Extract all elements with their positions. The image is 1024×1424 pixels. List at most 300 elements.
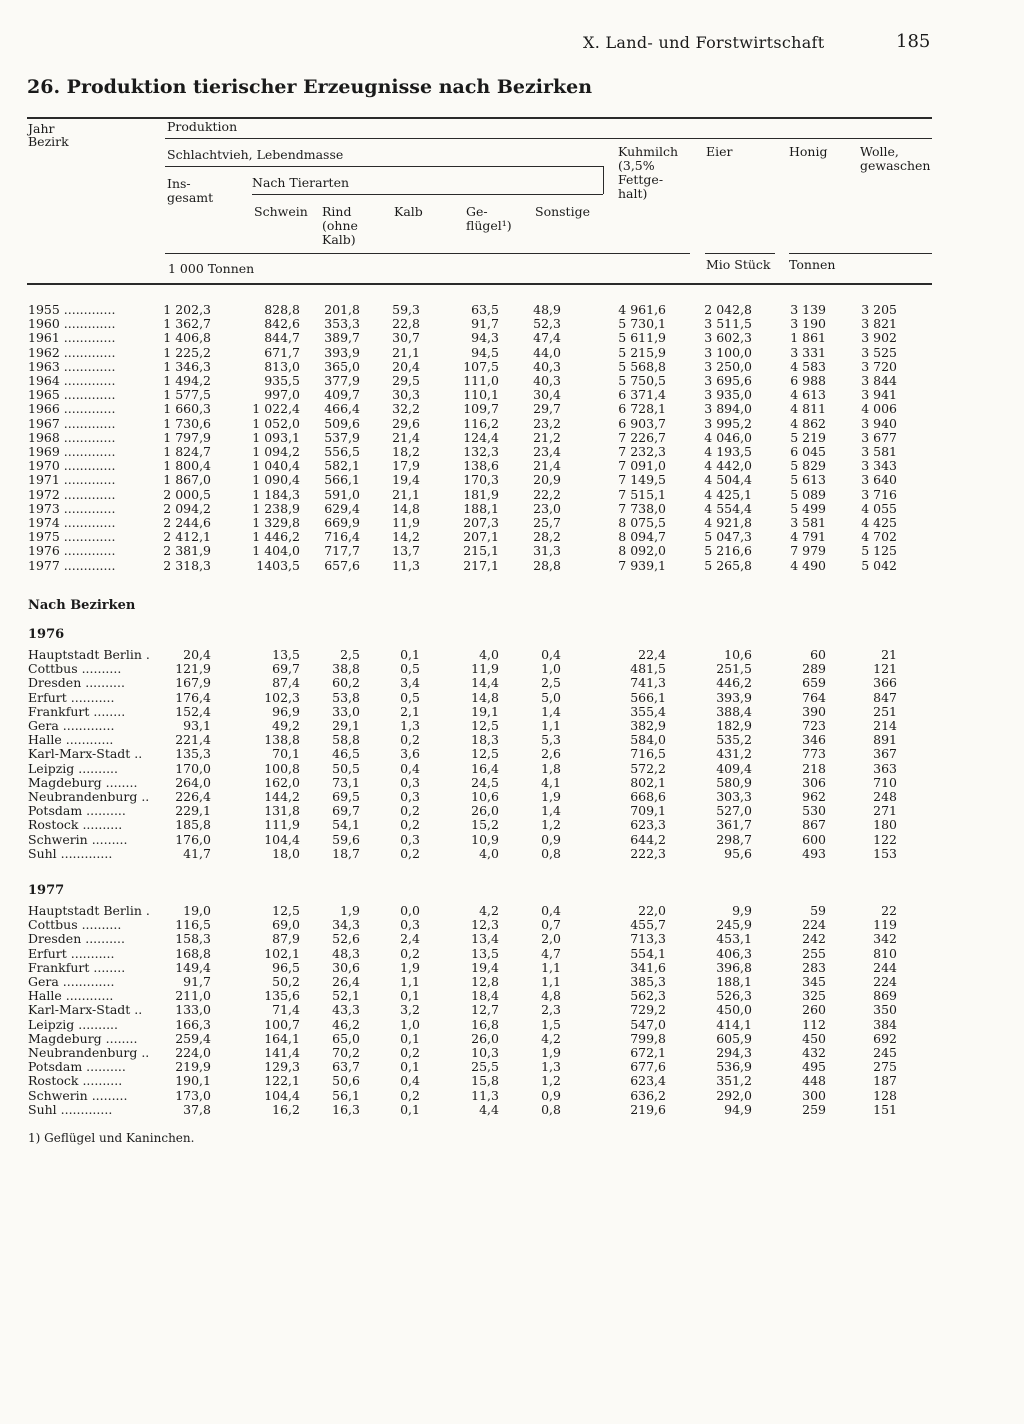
cell-kuhmilch: 5 611,9	[618, 330, 666, 346]
cell-eier: 3 695,6	[704, 373, 752, 388]
row-label: Magdeburg ........	[28, 775, 138, 790]
cell-wolle: 22	[881, 903, 897, 918]
cell-schwein: 1 446,2	[252, 529, 300, 545]
cell-wolle: 153	[873, 845, 897, 861]
header-kuhmilch-1: Kuhmilch	[618, 144, 679, 159]
cell-wolle: 128	[873, 1087, 897, 1103]
row-label: Halle ............	[28, 989, 114, 1004]
cell-wolle: 271	[873, 803, 897, 819]
cell-rind: 59,6	[332, 831, 360, 847]
cell-sonstige: 21,2	[533, 429, 561, 445]
cell-sonstige: 1,9	[541, 789, 561, 804]
cell-rind: 30,6	[332, 959, 360, 975]
cell-kalb: 30,3	[392, 387, 420, 403]
row-label: 1968 .............	[28, 430, 116, 445]
table-row	[0, 331, 1024, 345]
cell-sonstige: 2,6	[541, 746, 561, 762]
cell-schwein: 138,8	[264, 732, 300, 748]
row-label: Gera .............	[28, 975, 115, 989]
cell-rind: 50,6	[332, 1073, 360, 1089]
cell-schwein: 131,8	[264, 803, 300, 819]
row-label: 1955 .............	[28, 303, 116, 317]
row-label: 1976 .............	[28, 544, 116, 559]
cell-schwein: 50,2	[272, 974, 300, 989]
cell-gefluegel: 10,6	[471, 789, 499, 804]
cell-schwein: 69,7	[272, 661, 300, 677]
cell-wolle: 869	[873, 988, 897, 1004]
cell-insgesamt: 1 824,7	[163, 444, 211, 459]
cell-gefluegel: 26,0	[471, 803, 499, 819]
cell-gefluegel: 10,3	[471, 1045, 499, 1060]
row-label: 1963 .............	[28, 359, 116, 374]
cell-insgesamt: 1 362,7	[163, 316, 211, 332]
cell-gefluegel: 124,4	[463, 429, 499, 445]
cell-kalb: 11,9	[392, 515, 420, 530]
cell-sonstige: 48,9	[533, 302, 561, 317]
cell-wolle: 4 006	[861, 401, 897, 417]
cell-insgesamt: 1 577,5	[163, 387, 211, 403]
cell-kuhmilch: 7 515,1	[618, 486, 666, 502]
cell-kalb: 1,3	[400, 718, 420, 733]
cell-sonstige: 1,0	[541, 661, 561, 677]
cell-wolle: 245	[873, 1045, 897, 1060]
cell-eier: 4 425,1	[704, 486, 752, 502]
row-label: 1973 .............	[28, 501, 116, 516]
cell-schwein: 96,9	[272, 703, 300, 719]
cell-honig: 5 089	[790, 486, 826, 502]
cell-kuhmilch: 5 215,9	[618, 344, 666, 360]
cell-kalb: 0,3	[400, 789, 420, 804]
cell-kuhmilch: 4 961,6	[618, 302, 666, 317]
cell-rind: 69,7	[332, 803, 360, 819]
cell-wolle: 4 702	[861, 529, 897, 545]
cell-honig: 493	[802, 845, 826, 861]
cell-wolle: 121	[873, 661, 897, 677]
header-unit-tonnen2: Tonnen	[789, 257, 836, 272]
table-row	[0, 317, 1024, 331]
schlachtvieh-rule	[165, 166, 603, 167]
table-row	[0, 417, 1024, 431]
cell-kuhmilch: 7 149,5	[618, 472, 666, 488]
cell-honig: 6 988	[790, 373, 826, 388]
cell-schwein: 102,1	[264, 945, 300, 961]
cell-insgesamt: 135,3	[175, 746, 211, 762]
cell-insgesamt: 37,8	[183, 1101, 211, 1117]
cell-honig: 723	[802, 718, 826, 733]
cell-honig: 306	[802, 774, 826, 790]
cell-kalb: 11,3	[392, 557, 420, 573]
cell-honig: 325	[802, 988, 826, 1004]
cell-honig: 659	[802, 675, 826, 691]
cell-schwein: 13,5	[272, 647, 300, 662]
cell-wolle: 810	[873, 945, 897, 961]
cell-sonstige: 0,4	[541, 647, 561, 662]
cell-rind: 73,1	[332, 774, 360, 790]
cell-honig: 3 139	[790, 302, 826, 317]
cell-rind: 717,7	[324, 543, 360, 559]
row-label: Frankfurt ........	[28, 960, 126, 975]
cell-honig: 289	[802, 661, 826, 677]
cell-sonstige: 1,1	[541, 974, 561, 989]
cell-gefluegel: 12,5	[471, 746, 499, 762]
cell-kuhmilch: 572,2	[630, 760, 666, 776]
table-row	[0, 1032, 1024, 1046]
cell-honig: 300	[802, 1087, 826, 1103]
cell-honig: 224	[802, 917, 826, 933]
cell-kuhmilch: 8 094,7	[618, 529, 666, 545]
cell-kuhmilch: 729,2	[630, 1002, 666, 1018]
cell-kalb: 18,2	[392, 444, 420, 459]
cell-gefluegel: 12,3	[471, 917, 499, 933]
cell-honig: 5 499	[790, 500, 826, 516]
cell-kalb: 3,2	[400, 1002, 420, 1018]
cell-honig: 259	[802, 1101, 826, 1117]
cell-sonstige: 20,9	[533, 472, 561, 488]
cell-schwein: 144,2	[264, 789, 300, 804]
cell-wolle: 251	[873, 703, 897, 719]
cell-honig: 432	[802, 1045, 826, 1060]
cell-kalb: 59,3	[392, 302, 420, 317]
cell-wolle: 3 902	[861, 330, 897, 346]
cell-schwein: 935,5	[264, 373, 300, 388]
cell-insgesamt: 166,3	[175, 1016, 211, 1032]
cell-schwein: 129,3	[264, 1059, 300, 1075]
cell-sonstige: 2,3	[541, 1002, 561, 1018]
table-row	[0, 1003, 1024, 1017]
cell-kalb: 2,1	[400, 703, 420, 719]
cell-wolle: 122	[873, 831, 897, 847]
cell-eier: 605,9	[716, 1030, 752, 1046]
cell-honig: 4 791	[790, 529, 826, 545]
row-label: Potsdam ..........	[28, 1060, 126, 1075]
header-sonstige: Sonstige	[535, 204, 590, 219]
cell-kuhmilch: 7 091,0	[618, 458, 666, 474]
cell-kalb: 21,1	[392, 486, 420, 502]
header-produktion: Produktion	[167, 119, 238, 134]
cell-schwein: 1 093,1	[252, 429, 300, 445]
cell-wolle: 692	[873, 1030, 897, 1046]
cell-schwein: 71,4	[272, 1002, 300, 1018]
cell-schwein: 1 184,3	[252, 486, 300, 502]
table-row	[0, 1103, 1024, 1117]
cell-rind: 716,4	[324, 529, 360, 545]
cell-eier: 446,2	[716, 675, 752, 691]
unit-rule-left	[165, 253, 690, 254]
cell-wolle: 214	[873, 718, 897, 733]
cell-rind: 48,3	[332, 945, 360, 961]
cell-wolle: 3 720	[861, 358, 897, 374]
table-row	[0, 360, 1024, 374]
cell-kuhmilch: 7 939,1	[618, 557, 666, 573]
cell-gefluegel: 10,9	[471, 831, 499, 847]
cell-insgesamt: 158,3	[175, 931, 211, 947]
cell-sonstige: 1,3	[541, 1059, 561, 1075]
cell-schwein: 1 052,0	[252, 415, 300, 431]
cell-gefluegel: 63,5	[471, 302, 499, 317]
cell-gefluegel: 111,0	[463, 373, 499, 388]
cell-schwein: 1 040,4	[252, 458, 300, 474]
cell-eier: 95,6	[724, 845, 752, 861]
cell-eier: 292,0	[716, 1087, 752, 1103]
cell-rind: 466,4	[324, 401, 360, 417]
cell-honig: 390	[802, 703, 826, 719]
cell-insgesamt: 221,4	[175, 732, 211, 748]
row-label: Rostock ..........	[28, 1074, 123, 1089]
cell-schwein: 87,4	[272, 675, 300, 691]
cell-kuhmilch: 7 232,3	[618, 444, 666, 459]
cell-eier: 251,5	[716, 661, 752, 677]
cell-rind: 537,9	[324, 429, 360, 445]
cell-kuhmilch: 566,1	[630, 689, 666, 705]
table-row	[0, 961, 1024, 975]
cell-eier: 4 046,0	[704, 429, 752, 445]
cell-gefluegel: 94,5	[471, 344, 499, 360]
cell-wolle: 244	[873, 959, 897, 975]
cell-gefluegel: 15,2	[471, 817, 499, 833]
cell-kalb: 20,4	[392, 358, 420, 374]
cell-schwein: 141,4	[264, 1045, 300, 1060]
cell-sonstige: 1,1	[541, 959, 561, 975]
cell-eier: 431,2	[716, 746, 752, 762]
milk-column-divider	[603, 166, 604, 194]
cell-wolle: 3 343	[861, 458, 897, 474]
cell-kalb: 0,1	[400, 988, 420, 1004]
cell-eier: 303,3	[716, 789, 752, 804]
cell-insgesamt: 259,4	[175, 1030, 211, 1046]
cell-schwein: 49,2	[272, 718, 300, 733]
table-row	[0, 833, 1024, 847]
cell-kuhmilch: 6 903,7	[618, 415, 666, 431]
cell-gefluegel: 16,8	[471, 1016, 499, 1032]
header-top-rule	[27, 117, 932, 119]
cell-kalb: 0,1	[400, 1101, 420, 1117]
cell-rind: 33,0	[332, 703, 360, 719]
cell-honig: 346	[802, 732, 826, 748]
cell-eier: 2 042,8	[704, 302, 752, 317]
cell-wolle: 5 125	[861, 543, 897, 559]
cell-kalb: 0,4	[400, 760, 420, 776]
cell-sonstige: 0,9	[541, 1087, 561, 1103]
cell-rind: 353,3	[324, 316, 360, 332]
cell-kuhmilch: 677,6	[630, 1059, 666, 1075]
row-label: 1969 .............	[28, 445, 116, 459]
cell-insgesamt: 1 660,3	[163, 401, 211, 417]
cell-eier: 526,3	[716, 988, 752, 1004]
cell-rind: 56,1	[332, 1087, 360, 1103]
cell-insgesamt: 176,0	[175, 831, 211, 847]
cell-kalb: 0,2	[400, 1087, 420, 1103]
cell-insgesamt: 2 381,9	[163, 543, 211, 559]
cell-sonstige: 1,2	[541, 1073, 561, 1089]
header-bottom-rule	[27, 283, 932, 285]
cell-gefluegel: 181,9	[463, 486, 499, 502]
header-gefluegel-1: Ge-	[466, 204, 488, 219]
cell-schwein: 111,9	[264, 817, 300, 833]
cell-wolle: 3 581	[861, 444, 897, 459]
cell-sonstige: 1,4	[541, 703, 561, 719]
cell-rind: 54,1	[332, 817, 360, 833]
cell-insgesamt: 170,0	[175, 760, 211, 776]
cell-honig: 3 331	[790, 344, 826, 360]
cell-honig: 218	[802, 760, 826, 776]
cell-eier: 10,6	[724, 647, 752, 662]
cell-eier: 4 554,4	[704, 500, 752, 516]
cell-insgesamt: 121,9	[175, 661, 211, 677]
cell-gefluegel: 4,0	[479, 845, 499, 861]
table-row	[0, 459, 1024, 473]
cell-schwein: 135,6	[264, 988, 300, 1004]
cell-schwein: 102,3	[264, 689, 300, 705]
cell-wolle: 21	[881, 647, 897, 662]
cell-sonstige: 28,2	[533, 529, 561, 545]
cell-kalb: 17,9	[392, 458, 420, 474]
cell-schwein: 104,4	[264, 1087, 300, 1103]
cell-honig: 450	[802, 1030, 826, 1046]
cell-wolle: 3 941	[861, 387, 897, 403]
table-row	[0, 818, 1024, 832]
cell-kuhmilch: 6 728,1	[618, 401, 666, 417]
section-nach-bezirken: Nach Bezirken	[28, 598, 136, 613]
cell-eier: 3 894,0	[704, 401, 752, 417]
cell-honig: 3 581	[790, 515, 826, 530]
table-row	[0, 374, 1024, 388]
row-label: Cottbus ..........	[28, 918, 122, 933]
cell-schwein: 1 404,0	[252, 543, 300, 559]
cell-kuhmilch: 672,1	[630, 1045, 666, 1060]
cell-schwein: 12,5	[272, 903, 300, 918]
cell-sonstige: 4,1	[541, 774, 561, 790]
cell-sonstige: 4,8	[541, 988, 561, 1004]
cell-gefluegel: 207,1	[463, 529, 499, 545]
cell-schwein: 16,2	[272, 1101, 300, 1117]
cell-rind: 201,8	[324, 302, 360, 317]
cell-wolle: 342	[873, 931, 897, 947]
cell-kalb: 0,3	[400, 917, 420, 933]
cell-gefluegel: 138,6	[463, 458, 499, 474]
cell-kuhmilch: 7 738,0	[618, 500, 666, 516]
cell-eier: 94,9	[724, 1101, 752, 1117]
cell-sonstige: 0,8	[541, 845, 561, 861]
cell-rind: 393,9	[324, 344, 360, 360]
cell-wolle: 248	[873, 789, 897, 804]
cell-gefluegel: 12,7	[471, 1002, 499, 1018]
row-label: 1974 .............	[28, 516, 116, 530]
cell-gefluegel: 207,3	[463, 515, 499, 530]
cell-kuhmilch: 623,3	[630, 817, 666, 833]
cell-eier: 396,8	[716, 959, 752, 975]
cell-gefluegel: 94,3	[471, 330, 499, 346]
cell-insgesamt: 168,8	[175, 945, 211, 961]
cell-sonstige: 29,7	[533, 401, 561, 417]
cell-honig: 773	[802, 746, 826, 762]
cell-rind: 566,1	[324, 472, 360, 488]
table-row	[0, 1046, 1024, 1060]
cell-kalb: 0,1	[400, 647, 420, 662]
cell-insgesamt: 2 318,3	[163, 557, 211, 573]
cell-wolle: 3 677	[861, 429, 897, 445]
cell-honig: 5 829	[790, 458, 826, 474]
header-rind-2: (ohne	[322, 218, 358, 233]
table-row	[0, 1074, 1024, 1088]
tierarten-rule	[252, 194, 603, 195]
cell-rind: 46,5	[332, 746, 360, 762]
cell-sonstige: 1,9	[541, 1045, 561, 1060]
cell-sonstige: 28,8	[533, 557, 561, 573]
cell-insgesamt: 229,1	[175, 803, 211, 819]
cell-schwein: 122,1	[264, 1073, 300, 1089]
cell-wolle: 350	[873, 1002, 897, 1018]
row-label: Karl-Marx-Stadt ..	[28, 747, 143, 762]
cell-honig: 962	[802, 789, 826, 804]
cell-kuhmilch: 222,3	[630, 845, 666, 861]
table-row	[0, 445, 1024, 459]
row-label: Suhl .............	[28, 1102, 113, 1117]
cell-wolle: 3 205	[861, 302, 897, 317]
cell-eier: 4 921,8	[704, 515, 752, 530]
cell-kalb: 14,2	[392, 529, 420, 545]
cell-sonstige: 0,4	[541, 903, 561, 918]
cell-eier: 9,9	[732, 903, 752, 918]
cell-wolle: 366	[873, 675, 897, 691]
cell-gefluegel: 215,1	[463, 543, 499, 559]
cell-kuhmilch: 554,1	[630, 945, 666, 961]
table-row	[0, 346, 1024, 360]
cell-kuhmilch: 584,0	[630, 732, 666, 748]
cell-eier: 580,9	[716, 774, 752, 790]
row-label: Gera .............	[28, 719, 115, 733]
cell-kuhmilch: 709,1	[630, 803, 666, 819]
cell-insgesamt: 1 202,3	[163, 302, 211, 317]
cell-rind: 657,6	[324, 557, 360, 573]
cell-schwein: 671,7	[264, 344, 300, 360]
cell-gefluegel: 14,8	[471, 689, 499, 705]
cell-insgesamt: 2 412,1	[163, 529, 211, 545]
table-row	[0, 516, 1024, 530]
cell-eier: 298,7	[716, 831, 752, 847]
cell-eier: 3 602,3	[704, 330, 752, 346]
header-kalb: Kalb	[394, 204, 423, 219]
cell-honig: 5 613	[790, 472, 826, 488]
row-label: Halle ............	[28, 733, 114, 748]
footnote: 1) Geflügel und Kaninchen.	[28, 1131, 195, 1145]
table-title: 26. Produktion tierischer Erzeugnisse nach Bezirken	[27, 76, 593, 98]
cell-wolle: 3 821	[861, 316, 897, 332]
cell-honig: 764	[802, 689, 826, 705]
row-label: 1965 .............	[28, 388, 116, 403]
cell-kuhmilch: 341,6	[630, 959, 666, 975]
cell-kalb: 0,3	[400, 774, 420, 790]
cell-rind: 2,5	[340, 647, 360, 662]
cell-honig: 867	[802, 817, 826, 833]
cell-wolle: 4 055	[861, 500, 897, 516]
cell-eier: 3 935,0	[704, 387, 752, 403]
section-year-1976: 1976	[28, 627, 65, 642]
cell-kalb: 3,4	[400, 675, 420, 691]
cell-gefluegel: 16,4	[471, 760, 499, 776]
cell-rind: 60,2	[332, 675, 360, 691]
header-rind-1: Rind	[322, 204, 352, 219]
table-row	[0, 989, 1024, 1003]
cell-insgesamt: 176,4	[175, 689, 211, 705]
cell-kalb: 0,3	[400, 831, 420, 847]
cell-eier: 3 100,0	[704, 344, 752, 360]
cell-insgesamt: 226,4	[175, 789, 211, 804]
cell-rind: 34,3	[332, 917, 360, 933]
cell-sonstige: 4,2	[541, 1030, 561, 1046]
cell-schwein: 164,1	[264, 1030, 300, 1046]
cell-rind: 26,4	[332, 974, 360, 989]
cell-eier: 351,2	[716, 1073, 752, 1089]
